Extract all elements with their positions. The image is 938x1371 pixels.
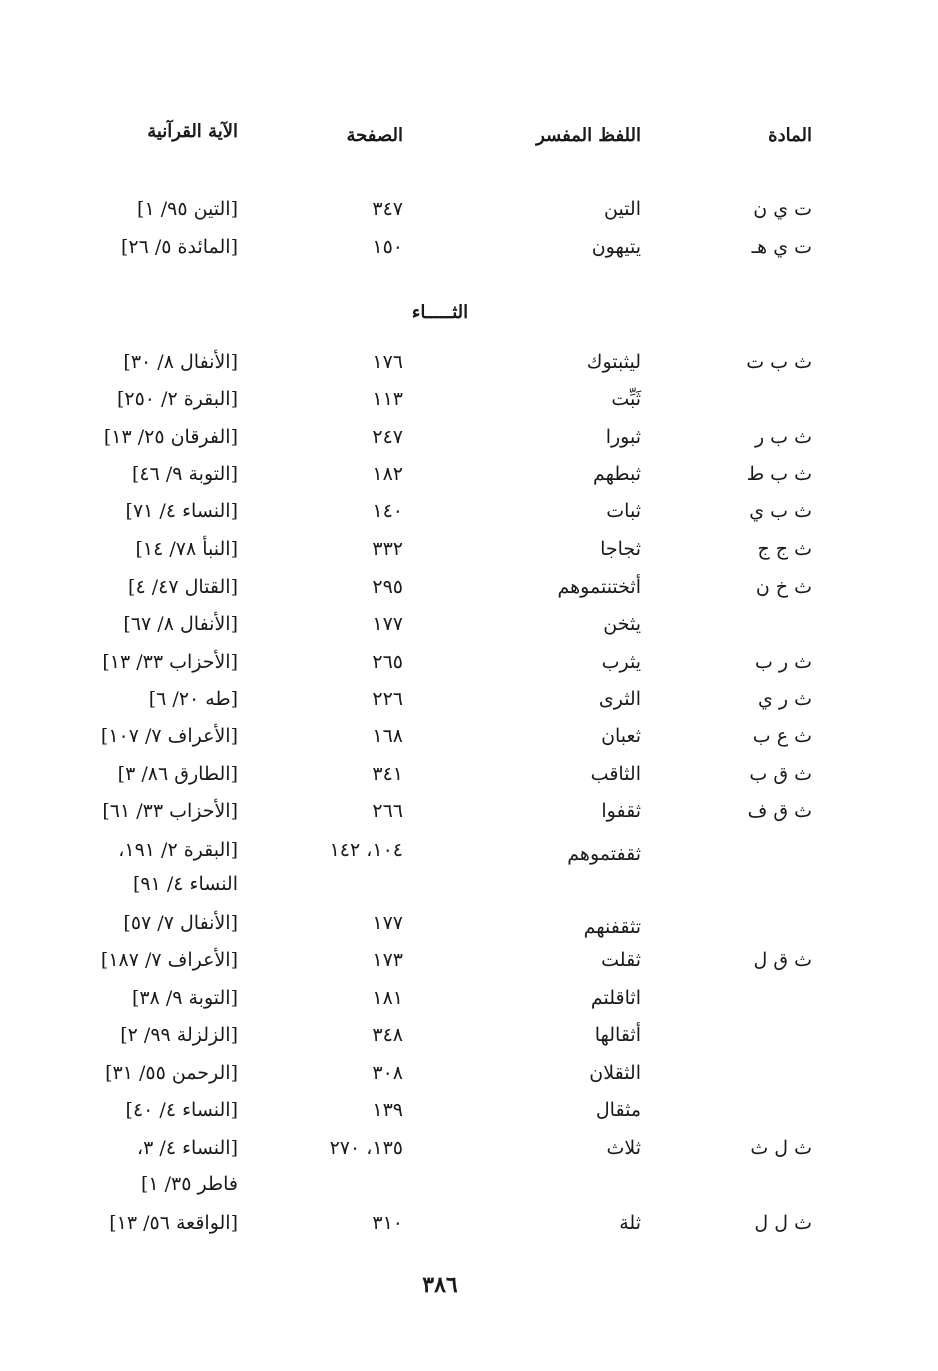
header-root: المادة <box>768 125 812 146</box>
entry-verse: [المائدة ٥/ ٢٦] <box>120 236 238 258</box>
entry-verse: [النساء ٤/ ٣، <box>137 1137 238 1159</box>
entry-root: ث ر ي <box>757 688 812 710</box>
header-word: اللفظ المفسر <box>536 125 641 146</box>
entry-page: ٣١٠ <box>372 1212 403 1234</box>
entry-page: ١٦٨ <box>372 725 403 747</box>
entry-page: ٣٣٢ <box>372 538 403 560</box>
entry-page: ١٧٣ <box>372 949 403 971</box>
entry-word: الثاقب <box>590 763 641 785</box>
entry-word: ثجاجا <box>600 538 641 560</box>
entry-page: ١٣٥، ٢٧٠ <box>329 1137 403 1159</box>
header-page: الصفحة <box>346 125 403 146</box>
entry-verse: [طه ٢٠/ ٦] <box>148 688 238 710</box>
entry-word: مثقال <box>595 1099 641 1121</box>
entry-root: ث ل ل <box>754 1212 812 1234</box>
entry-verse: [الأعراف ٧/ ١٠٧] <box>100 725 238 747</box>
entry-page: ١٥٠ <box>372 236 403 258</box>
entry-root: ث ق ل <box>753 949 812 971</box>
entry-page: ٢٢٦ <box>372 688 403 710</box>
entry-page: ١٣٩ <box>372 1099 403 1121</box>
entry-verse: [الفرقان ٢٥/ ١٣] <box>103 426 238 448</box>
entry-page: ١٧٧ <box>372 613 403 635</box>
entry-page: ٣٤٨ <box>372 1024 403 1046</box>
entry-verse: [التوبة ٩/ ٣٨] <box>131 987 238 1009</box>
entry-page: ١٧٦ <box>372 351 403 373</box>
entry-verse: [الأعراف ٧/ ١٨٧] <box>100 949 238 971</box>
entry-verse: [التوبة ٩/ ٤٦] <box>131 463 238 485</box>
entry-verse: [الأنفال ٨/ ٦٧] <box>123 613 238 635</box>
entry-word: ثعبان <box>601 725 641 747</box>
entry-word: تثقفنهم <box>583 916 641 938</box>
entry-verse: [البقرة ٢/ ٢٥٠] <box>116 388 238 410</box>
entry-word: ثقفتموهم <box>567 843 641 865</box>
entry-word: ثبورا <box>605 426 641 448</box>
entry-verse: [الرحمن ٥٥/ ٣١] <box>105 1062 238 1084</box>
entry-page: ٣٠٨ <box>372 1062 403 1084</box>
entry-word: اثاقلتم <box>590 987 641 1009</box>
entry-page: ١٧٧ <box>372 912 403 934</box>
entry-word: يثرب <box>601 651 641 673</box>
entry-verse: [الأحزاب ٣٣/ ٦١] <box>102 800 238 822</box>
page-number: ٣٨٦ <box>422 1272 458 1298</box>
entry-verse: [الأحزاب ٣٣/ ١٣] <box>102 651 238 673</box>
entry-page: ٢٦٦ <box>372 800 403 822</box>
entry-root: ث ب ط <box>746 463 812 485</box>
entry-word: ثقلت <box>601 949 641 971</box>
entry-verse: [الواقعة ٥٦/ ١٣] <box>109 1212 238 1234</box>
section-title: الثـــــاء <box>411 302 469 323</box>
entry-root: ث ل ث <box>750 1137 812 1159</box>
entry-root: ث ق ف <box>747 800 812 822</box>
entry-page: ١١٣ <box>372 388 403 410</box>
entry-word: ثبات <box>606 500 641 522</box>
entry-verse: [القتال ٤٧/ ٤] <box>128 576 238 598</box>
entry-root: ث ب ر <box>754 426 812 448</box>
entry-word: ثلاث <box>606 1137 641 1159</box>
entry-page: ٢٩٥ <box>372 576 403 598</box>
entry-word: ثلة <box>619 1212 641 1234</box>
entry-verse: [الطارق ٨٦/ ٣] <box>117 763 238 785</box>
entry-verse: [النبأ ٧٨/ ١٤] <box>135 538 238 560</box>
entry-root: ث ق ب <box>749 763 812 785</box>
entry-word: ثقفوا <box>601 800 641 822</box>
header-verse: الآية القرآنية <box>147 121 238 142</box>
entry-page: ١٠٤، ١٤٢ <box>329 839 403 861</box>
entry-verse: [البقرة ٢/ ١٩١، <box>118 839 238 861</box>
entry-verse: [النساء ٤/ ٤٠] <box>125 1099 238 1121</box>
entry-page: ٢٤٧ <box>372 426 403 448</box>
entry-word: التين <box>604 198 641 220</box>
entry-root: ت ي هـ <box>751 236 812 258</box>
entry-word: ثَبِّت <box>611 388 641 410</box>
entry-root: ث خ ن <box>755 576 812 598</box>
entry-word: ليثبتوك <box>586 351 641 373</box>
entry-page: ١٤٠ <box>372 500 403 522</box>
entry-verse: [النساء ٤/ ٧١] <box>125 500 238 522</box>
entry-word: أثقالها <box>594 1024 641 1046</box>
entry-root: ث ب ت <box>746 351 812 373</box>
entry-page: ١٨٢ <box>372 463 403 485</box>
entry-word: أثختنتموهم <box>557 576 641 598</box>
entry-page: ٢٦٥ <box>372 651 403 673</box>
entry-word: يتيهون <box>591 236 641 258</box>
entry-verse: النساء ٤/ ٩١] <box>132 873 238 895</box>
entry-verse: فاطر ٣٥/ ١] <box>140 1173 238 1195</box>
entry-root: ث ر ب <box>754 651 812 673</box>
entry-verse: [التين ٩٥/ ١] <box>137 198 238 220</box>
entry-page: ٣٤٧ <box>372 198 403 220</box>
entry-page: ١٨١ <box>372 987 403 1009</box>
entry-root: ث ج ج <box>757 538 812 560</box>
entry-page: ٣٤١ <box>372 763 403 785</box>
entry-verse: [الأنفال ٧/ ٥٧] <box>123 912 238 934</box>
entry-verse: [الأنفال ٨/ ٣٠] <box>123 351 238 373</box>
entry-word: ثبطهم <box>592 463 641 485</box>
entry-root: ث ع ب <box>752 725 812 747</box>
entry-word: الثرى <box>598 688 641 710</box>
entry-verse: [الزلزلة ٩٩/ ٢] <box>120 1024 238 1046</box>
entry-root: ث ب ي <box>749 500 812 522</box>
entry-word: الثقلان <box>589 1062 641 1084</box>
entry-word: يثخن <box>603 613 641 635</box>
entry-root: ت ي ن <box>753 198 812 220</box>
